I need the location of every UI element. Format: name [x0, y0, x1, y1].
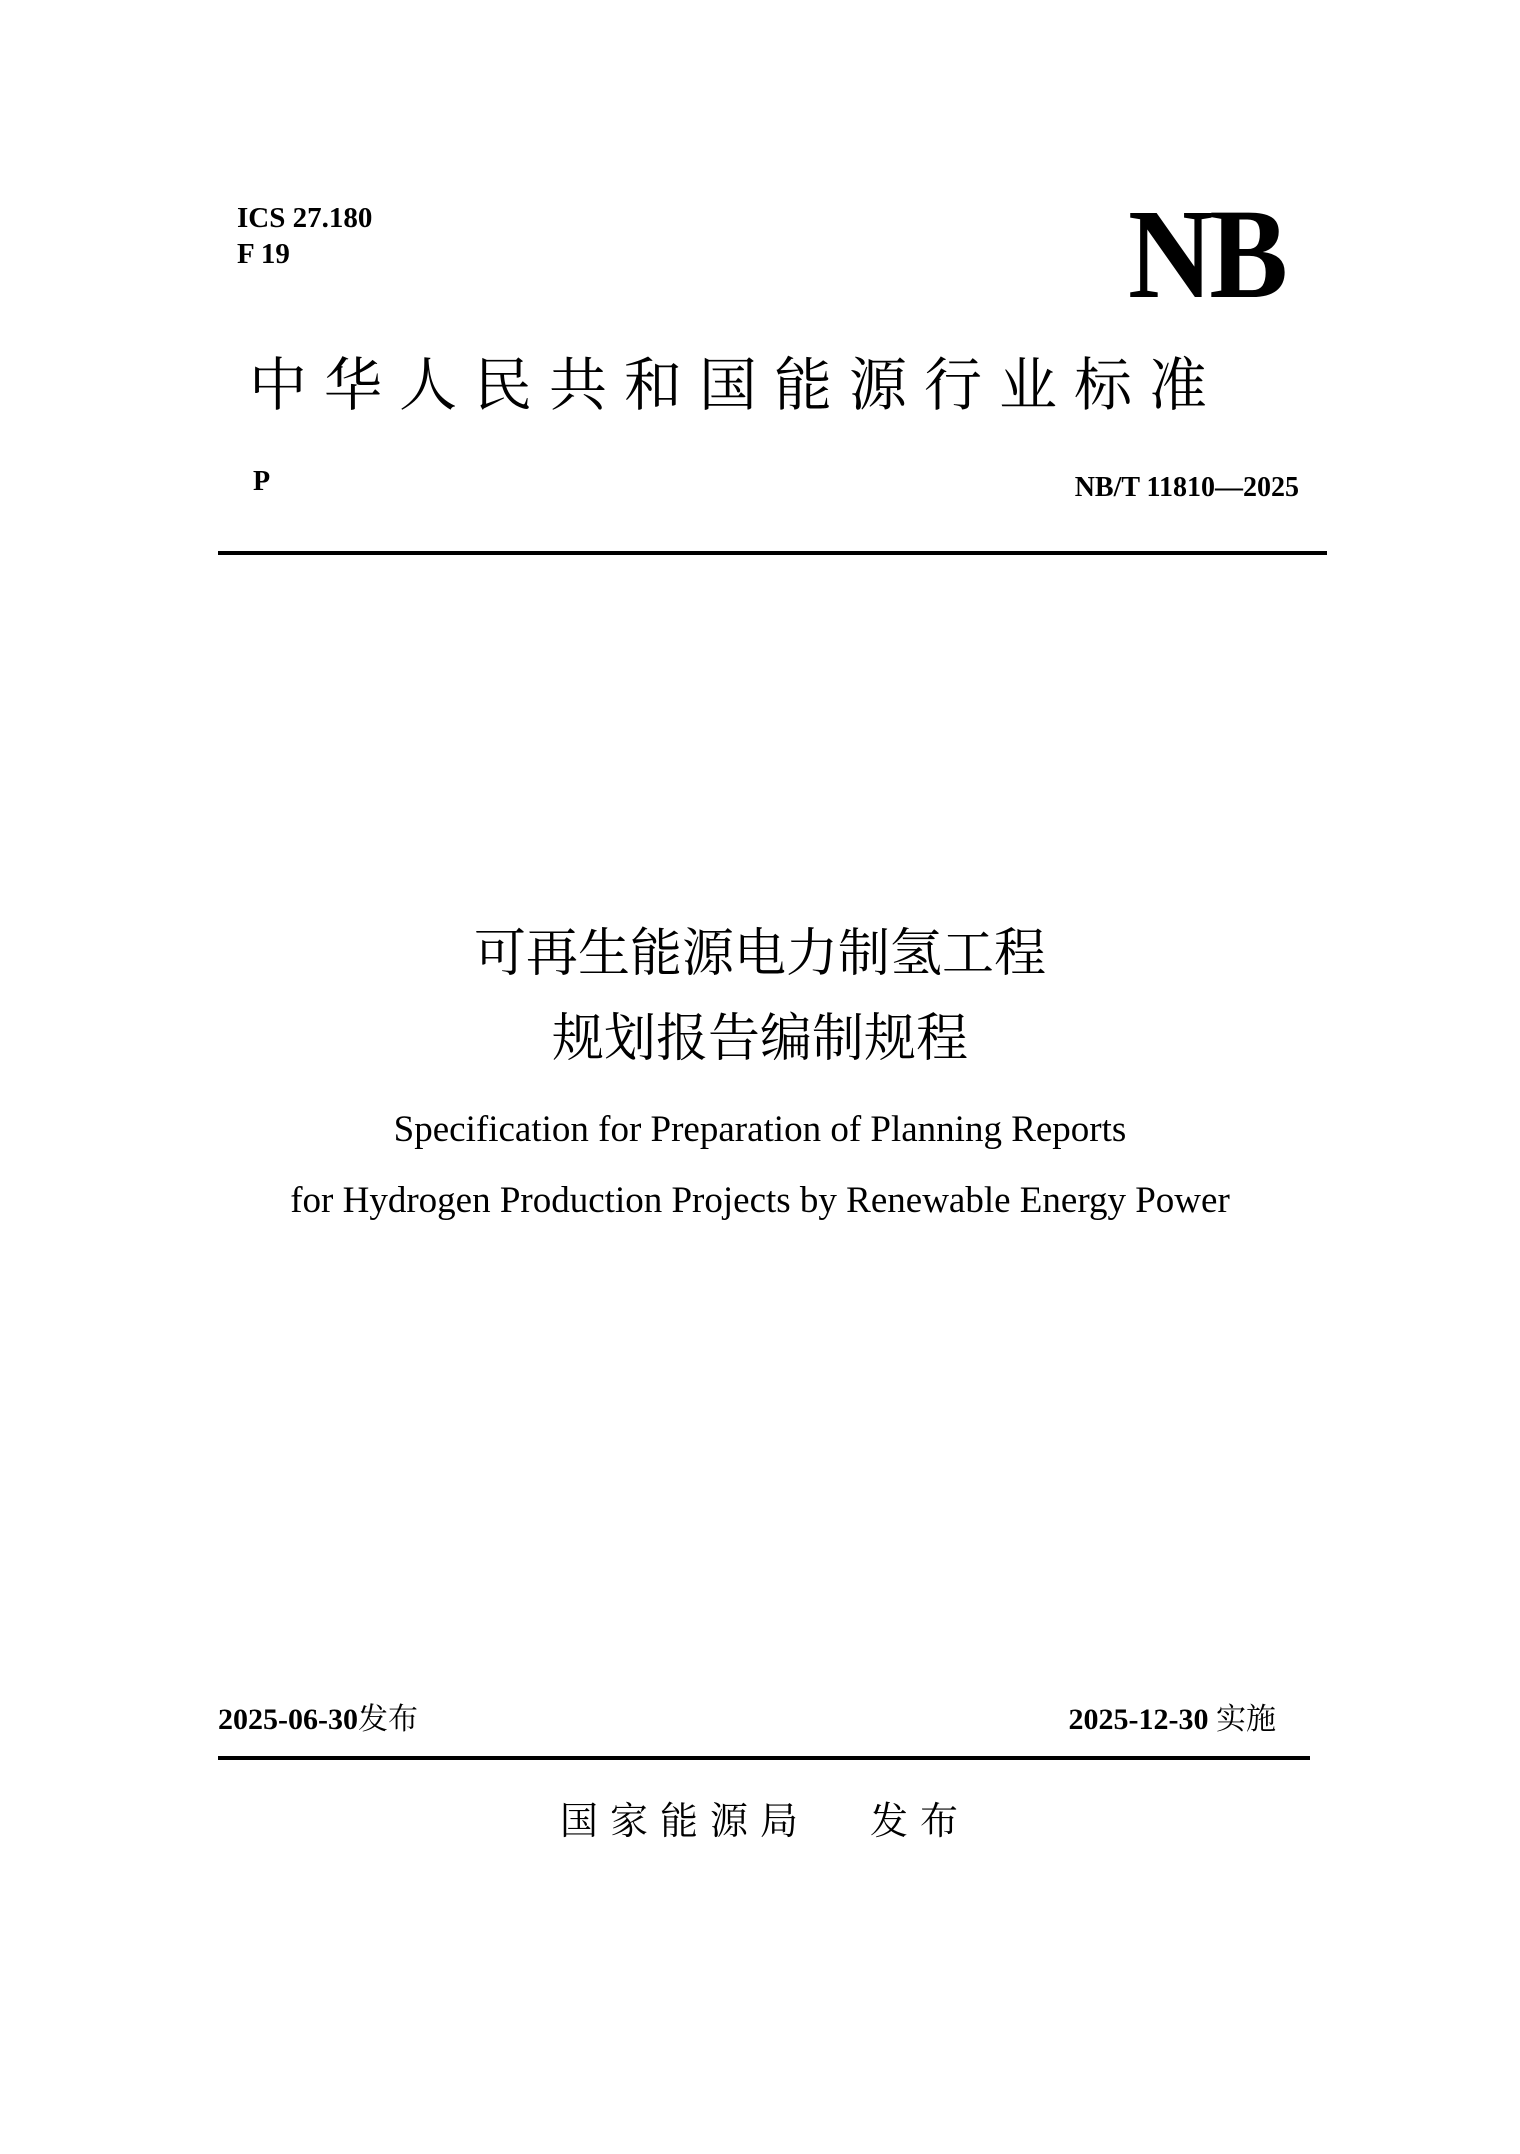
- issuer-name: 国家能源局: [560, 1799, 811, 1843]
- issue-date-value: 2025-06-30: [218, 1703, 358, 1736]
- title-cn-line2: 规划报告编制规程: [551, 1009, 968, 1069]
- effective-date-value: 2025-12-30: [1068, 1703, 1209, 1736]
- ics-code: ICS 27.180: [237, 202, 373, 234]
- issue-date: [218, 1694, 418, 1738]
- title-en-line1: Specification for Preparation of Planning Reports: [393, 1109, 1127, 1150]
- issuer-action: 发布: [870, 1799, 971, 1843]
- effective-date: [1069, 1694, 1276, 1738]
- title-en-line2: for Hydrogen Production Projects by Renewable Energy Power: [290, 1180, 1230, 1221]
- filing-code: P: [253, 466, 271, 497]
- ccs-code: F 19: [237, 238, 290, 270]
- issue-date-label: 发布: [357, 1702, 418, 1737]
- standard-type-title: 中华人民共和国能源行业标准: [249, 351, 1225, 419]
- header-divider: [218, 551, 1327, 555]
- classification-codes: [237, 200, 372, 272]
- effective-date-label: 实施: [1216, 1702, 1276, 1737]
- issuer: [560, 1790, 970, 1845]
- nb-logo: NB: [1128, 183, 1285, 325]
- footer-divider: [218, 1756, 1310, 1760]
- title-cn-line1: 可再生能源电力制氢工程: [473, 924, 1046, 984]
- standard-number: NB/T 11810—2025: [1074, 472, 1299, 503]
